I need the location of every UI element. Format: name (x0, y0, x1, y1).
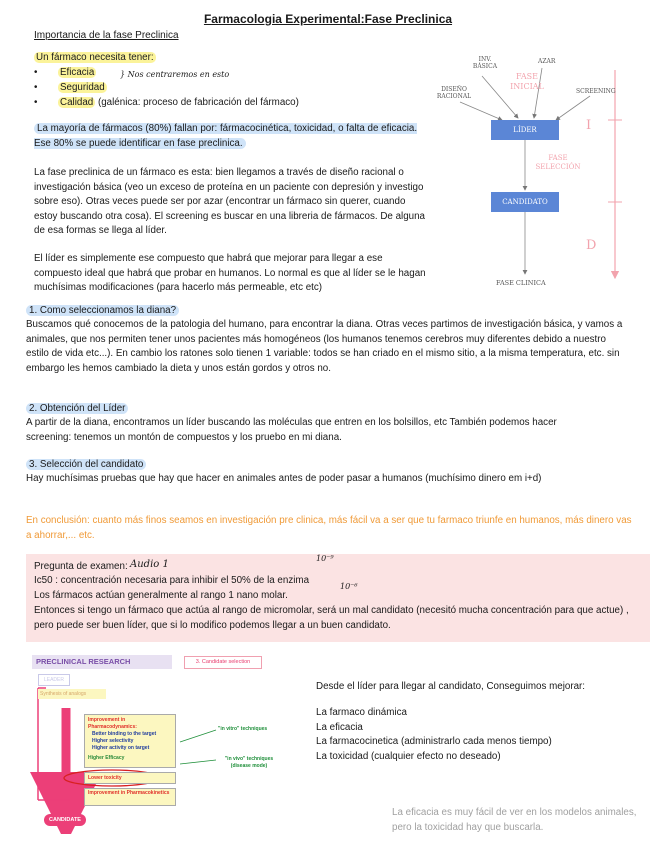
list-item: La farmaco dinámica (316, 707, 407, 718)
figure-title: PRECLINICAL RESEARCH (32, 655, 172, 669)
page-subtitle: Importancia de la fase Preclinica (34, 30, 179, 41)
list-item: La eficacia (316, 721, 363, 733)
handwritten-note: } Nos centraremos en esto (120, 70, 230, 79)
box-lider: LÍDER (491, 120, 559, 140)
label-screening: SCREENING (576, 88, 616, 95)
section-2-heading: 2. Obtención del Líder (26, 402, 128, 417)
figure-pharmacodynamics-box (84, 714, 176, 768)
box-candidato: CANDIDATO (491, 192, 559, 212)
label-fase-clinica: FASE CLINICA (496, 279, 546, 287)
list-item: • Eficacia (34, 67, 364, 82)
paragraph-preclinical: La fase preclinica de un fármaco es esta: bien llegamos a través de diseño racional o investigación básica (veo un exceso de proteína en un paciente con depresión y investigo sobre eso). Otras veces puede ser por azar (encontrar un fármaco sin querer, cuando estoy buscando otra cosa). El screening es buscar en una libreria de fármacos. De alguna de esa formas se llega al líder. (34, 167, 426, 236)
label-azar: AZAR (538, 58, 556, 65)
figure-box1-item: Higher activity on target (92, 745, 150, 751)
exam-note-pow6: 10⁻⁶ (340, 582, 358, 591)
list-item: La toxicidad (cualquier efecto no deseado) (316, 750, 501, 762)
exam-audio-note: Audio 1 (130, 559, 169, 570)
intro-block (34, 52, 364, 112)
page-title: Farmacologia Experimental:Fase Preclinica (203, 12, 453, 26)
conclusion-text: En conclusión: cuanto más finos seamos en investigación pre clinica, más fácil va a ser que tu farmaco triunfe en humanos, más dinero vas a ahorrar,... etc. (26, 515, 632, 541)
figure-lower-toxicity: Lower toxicity (84, 772, 176, 784)
figure-box1-title: Improvement in Pharmacodynamics: (88, 717, 137, 730)
figure-synthesis: Synthesis of analogs (38, 689, 106, 699)
phase-diagram (430, 52, 650, 292)
intro-heading: Un fármaco necesita tener: (36, 52, 154, 63)
label-roman-one: I (586, 118, 592, 133)
exam-line-1: Ic50 : concentración necesaria para inhibir el 50% de la enzima (34, 575, 310, 586)
figure-vertical-label: OPTIMIZATION (56, 714, 61, 746)
label-fase-seleccion: FASE SELECCIÓN (535, 154, 581, 171)
figure-box1-item: Better binding to the target (92, 731, 157, 737)
exam-line-3: Entonces si tengo un fármaco que actúa al rango de micromolar, será un mal candidato (necesitó mucha concentración para que actue) , pero puede ser buen líder, que si lo modifico podemos llegar a un buen candidato. (34, 605, 629, 631)
section-1-heading: 1. Como seleccionamos la diana? (26, 304, 179, 319)
figure-leader: LEADER (38, 674, 70, 686)
exam-label: Pregunta de examen: (34, 561, 128, 572)
summary-list (316, 706, 552, 764)
figure-pharmacokinetics-box: Improvement in Pharmacokinetics (84, 788, 176, 806)
exam-note-pow9: 10⁻⁹ (316, 554, 334, 563)
exam-box (26, 554, 650, 642)
label-d: D (586, 238, 597, 253)
section-3-heading: 3. Selección del candidato (26, 458, 146, 473)
section-1-body: Buscamos qué conocemos de la patologia del humano, para encontrar la diana. Otras veces partimos de investigación básica, y vamos a animales, que nos permiten tener unos pacientes más homogéneos (los humanos tenemos cerebros muy diferentes debido a nuestro estilo de vida etc...). En cambio los ratones solo tienen 1 variable: todos se han criado en el mismo sitio, a la misma temperatura, etc. sin embargo les hemos cambiado la dieta y unos están gordos y otros no. (26, 319, 623, 374)
figure-candidate-selection: 3. Candidate selection (184, 656, 262, 669)
label-fase-inicial: FASE INICIAL (510, 72, 544, 91)
section-2-body: A partir de la diana, encontramos un líder buscando las moléculas que entren en los bolsillos, etc También podemos hacer screening: tenemos un montón de compuestos y los pruebo en mi diana. (26, 417, 557, 443)
label-diseno-racional: DISEÑO RACIONAL (436, 86, 472, 100)
exam-line-2: Los fármacos actúan generalmente al rango 1 nano molar. (34, 590, 288, 601)
section-3-body: Hay muchísimas pruebas que hay que hacer en animales antes de poder pasar a humanos (muchísimo dinero em i+d) (26, 473, 542, 484)
paragraph-leader: El líder es simplemente ese compuesto que habrá que mejorar para llegar a ese compuesto ideal que habrá que probar en humanos. Lo normal es que al líder se le hagan muchísimas modificaciones (para hacerlo más permeable, etc etc) (34, 253, 426, 293)
summary-intro: Desde el líder para llegar al candidato, Conseguimos mejorar: (316, 681, 586, 692)
label-inv-basica: INV. BÁSICA (472, 56, 498, 70)
list-item: • Seguridad (34, 82, 364, 97)
paragraph-failures: La mayoría de fármacos (80%) fallan por: fármacocinética, toxicidad, o falta de eficacia. Ese 80% se puede identificar en fase preclinica. (34, 123, 418, 149)
preclinical-figure (30, 652, 300, 834)
figure-in-vivo: "in vivo" techniques (disease mode) (224, 756, 274, 769)
figure-in-vitro: "in vitro" techniques (218, 726, 268, 732)
figure-candidate: CANDIDATE (44, 814, 86, 826)
figure-higher-efficacy: Higher Efficacy (88, 755, 125, 761)
list-item: • Calidad (galénica: proceso de fabricación del fármaco) (34, 97, 364, 112)
summary-footnote: La eficacia es muy fácil de ver en los modelos animales, pero la toxicidad hay que buscarla. (392, 807, 637, 833)
list-item: La farmacocinetica (administrarlo cada menos tiempo) (316, 736, 552, 747)
figure-box1-item: Higher selectivity (92, 738, 134, 744)
